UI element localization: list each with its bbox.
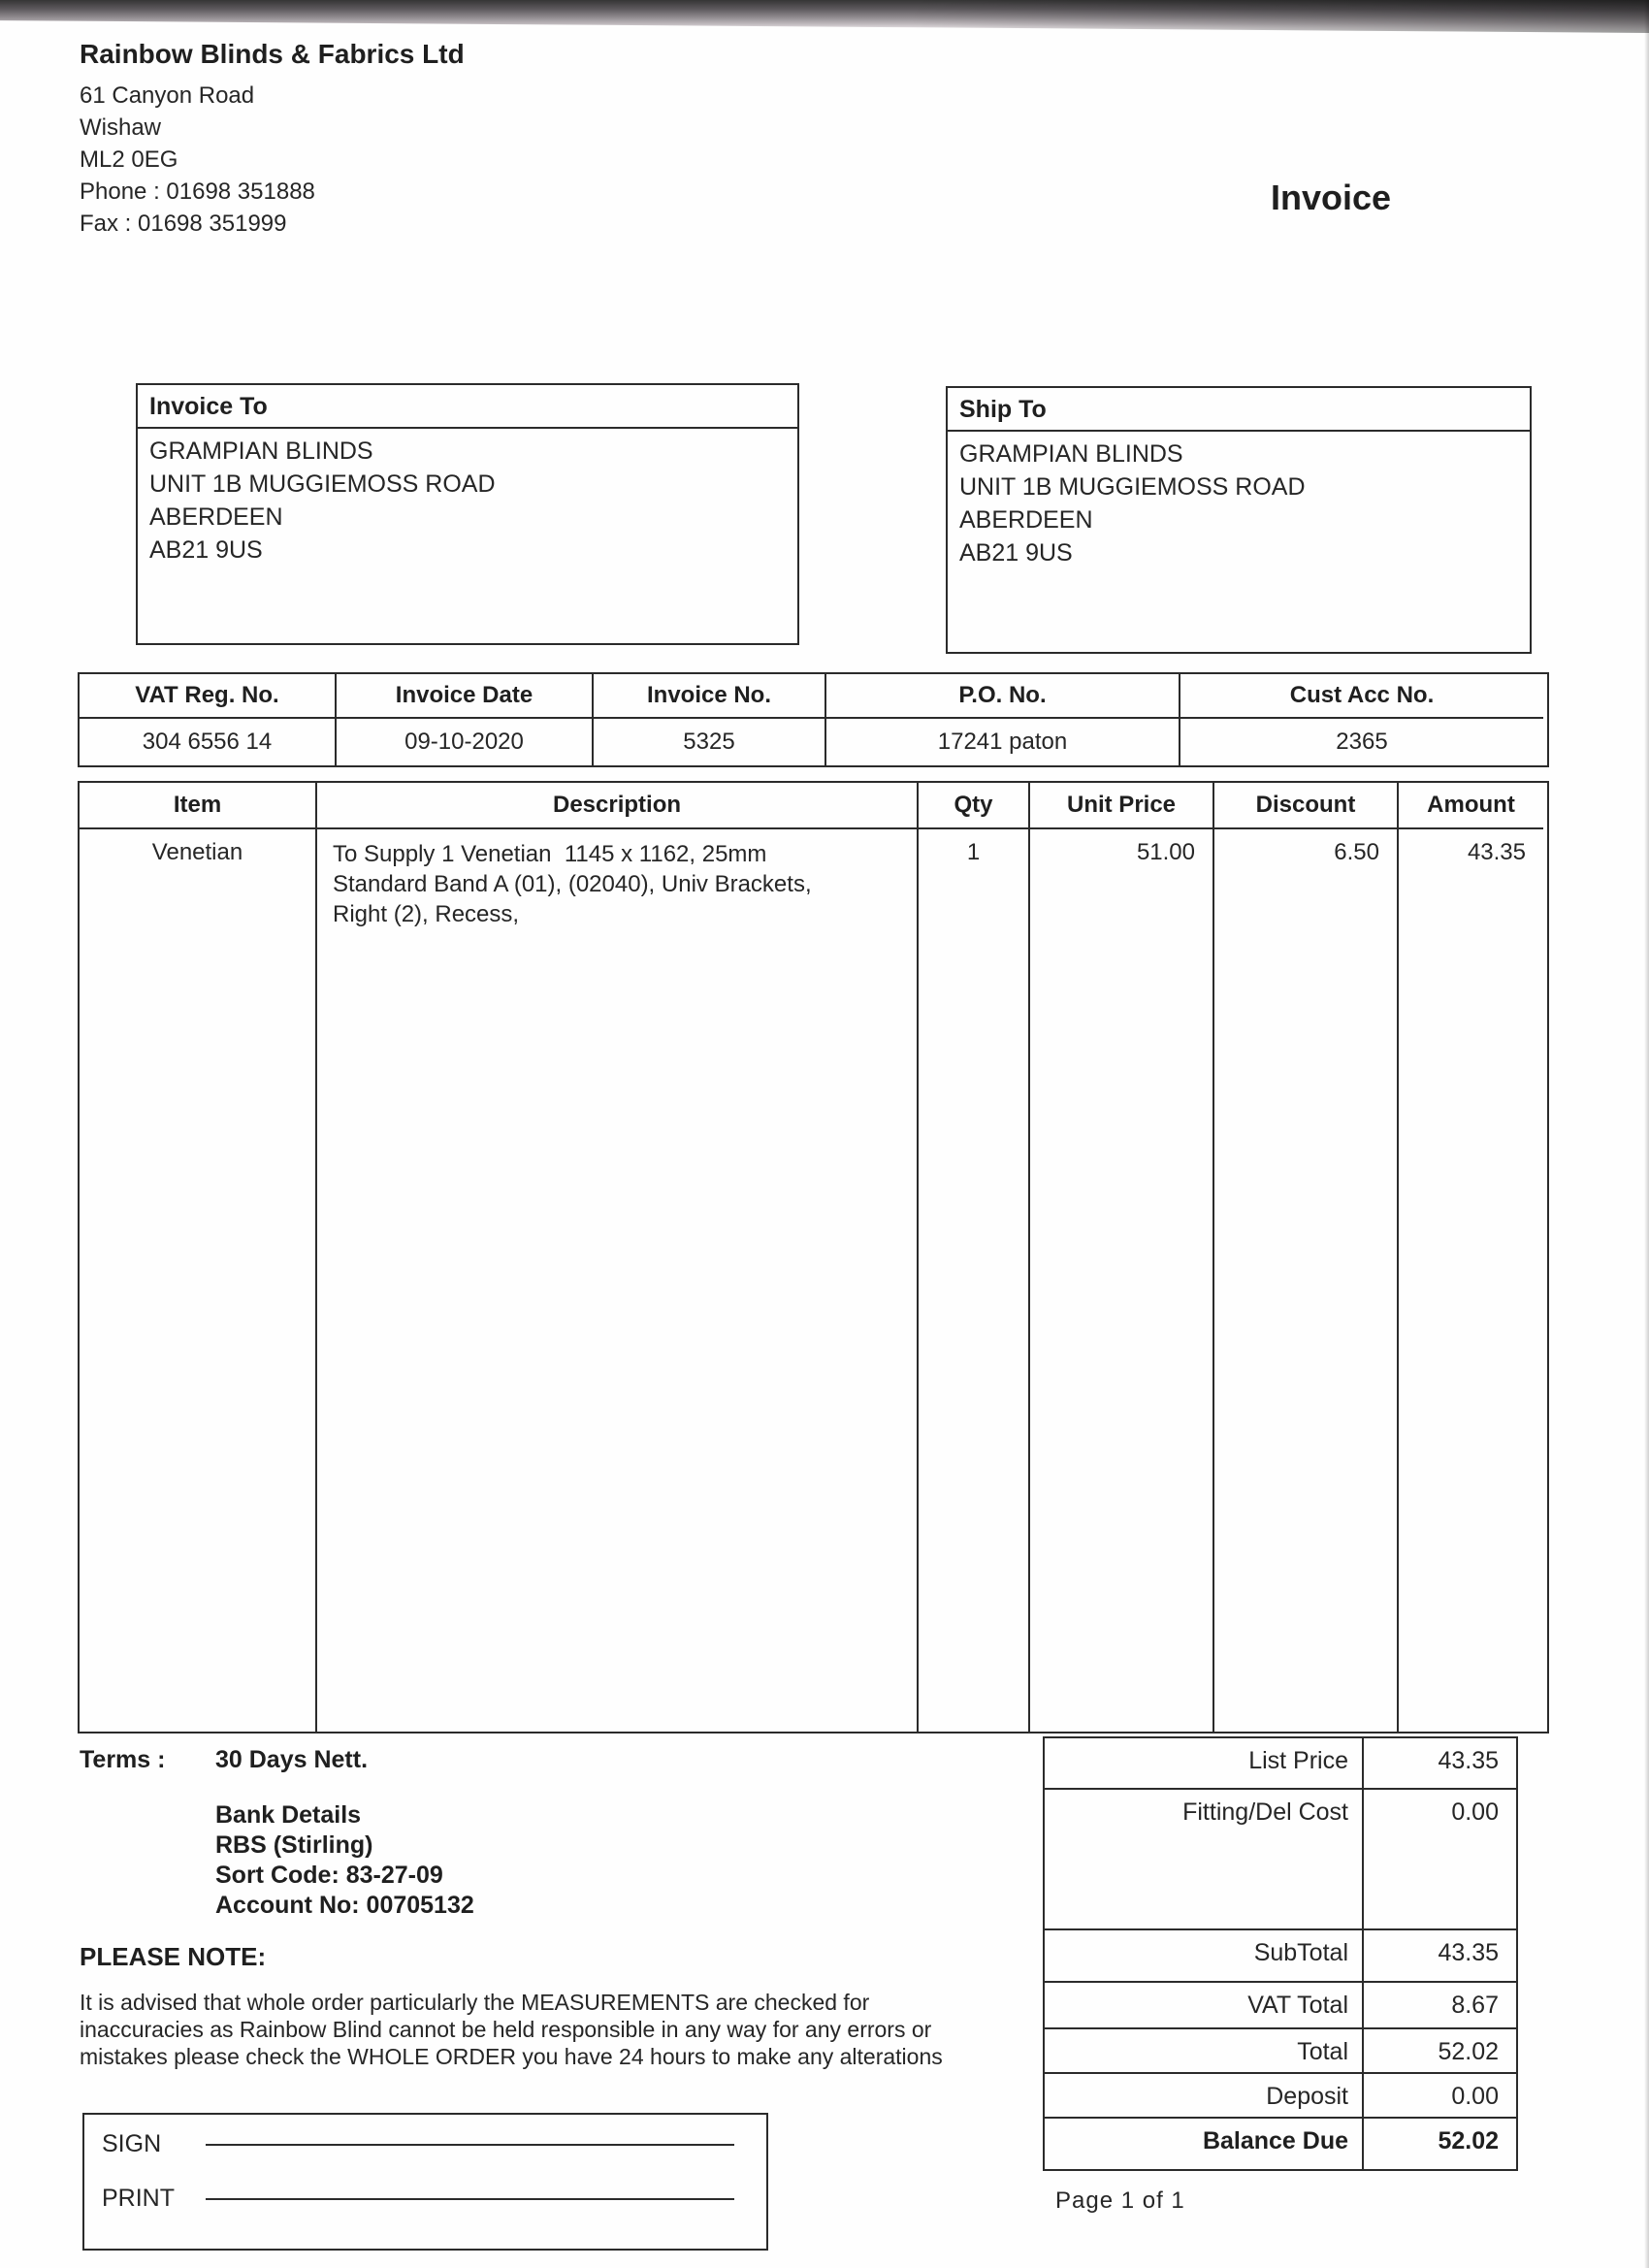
note-line: inaccuracies as Rainbow Blind cannot be held responsible in any way for any errors or	[80, 2017, 932, 2042]
ship-to-line: GRAMPIAN BLINDS	[959, 440, 1183, 468]
items-header-discount: Discount	[1214, 783, 1399, 829]
totals-value: 52.02	[1362, 2119, 1516, 2169]
scanner-edge-shadow	[1644, 0, 1649, 2268]
items-header-unit-price: Unit Price	[1030, 783, 1214, 829]
sign-label: SIGN	[102, 2130, 162, 2157]
invoice-to-line: AB21 9US	[149, 536, 263, 564]
item-unit-price-cell: 51.00	[1030, 829, 1214, 1732]
bank-details-line: RBS (Stirling)	[215, 1831, 373, 1859]
info-value-po-no: 17241 paton	[826, 719, 1180, 765]
ship-to-line: UNIT 1B MUGGIEMOSS ROAD	[959, 473, 1306, 501]
item-description-line: Standard Band A (01), (02040), Univ Brackets,	[333, 871, 812, 897]
note-heading: PLEASE NOTE:	[80, 1942, 267, 1971]
invoice-to-line: UNIT 1B MUGGIEMOSS ROAD	[149, 470, 496, 498]
item-discount-cell: 6.50	[1214, 829, 1399, 1732]
totals-box	[1043, 1736, 1518, 2171]
company-address-line: 61 Canyon Road	[80, 82, 255, 109]
totals-value: 43.35	[1362, 1930, 1516, 1981]
note-line: It is advised that whole order particularly the MEASUREMENTS are checked for	[80, 1990, 870, 2015]
company-phone: Phone : 01698 351888	[80, 178, 315, 205]
totals-row-deposit	[1043, 2072, 1518, 2119]
items-header-item: Item	[80, 783, 317, 829]
signature-box	[82, 2113, 768, 2251]
ship-to-label: Ship To	[948, 388, 1530, 432]
totals-row-total	[1043, 2027, 1518, 2074]
item-name-cell: Venetian	[80, 829, 317, 1732]
invoice-to-label: Invoice To	[138, 385, 797, 429]
totals-row-balance-due	[1043, 2117, 1518, 2171]
info-header-po-no: P.O. No.	[826, 674, 1180, 719]
totals-value: 52.02	[1362, 2029, 1516, 2072]
scanner-artifact-band	[0, 0, 1649, 33]
note-body	[80, 1989, 1030, 2070]
totals-label: VAT Total	[1247, 1992, 1348, 2019]
invoice-info-table	[78, 672, 1549, 767]
totals-value: 8.67	[1362, 1983, 1516, 2027]
ship-to-line: AB21 9US	[959, 539, 1073, 567]
totals-row-list-price	[1043, 1736, 1518, 1790]
terms-label: Terms :	[80, 1746, 166, 1773]
invoice-to-box	[136, 383, 799, 645]
print-label: PRINT	[102, 2185, 175, 2212]
totals-label: Fitting/Del Cost	[1182, 1798, 1348, 1826]
item-amount-cell: 43.35	[1467, 839, 1526, 865]
totals-value: 0.00	[1362, 2074, 1516, 2117]
totals-row-subtotal	[1043, 1928, 1518, 1983]
totals-row-fitting-del-cost	[1043, 1788, 1518, 1930]
sign-line	[206, 2144, 734, 2146]
bank-details-line: Sort Code: 83-27-09	[215, 1862, 443, 1889]
info-header-date: Invoice Date	[337, 674, 594, 719]
info-value-cust-acc: 2365	[1336, 729, 1388, 755]
info-header-invoice-no: Invoice No.	[594, 674, 826, 719]
items-table	[78, 781, 1549, 1733]
print-line	[206, 2198, 734, 2200]
info-header-vat: VAT Reg. No.	[80, 674, 337, 719]
invoice-to-line: GRAMPIAN BLINDS	[149, 437, 373, 465]
totals-label: Total	[1297, 2038, 1348, 2065]
totals-label: Deposit	[1266, 2083, 1348, 2110]
items-header-qty: Qty	[919, 783, 1030, 829]
item-description-line: Right (2), Recess,	[333, 901, 520, 927]
totals-row-vat-total	[1043, 1981, 1518, 2029]
company-address-line: ML2 0EG	[80, 146, 178, 173]
items-header-amount: Amount	[1399, 783, 1543, 829]
items-header-description: Description	[317, 783, 919, 829]
invoice-to-line: ABERDEEN	[149, 503, 283, 531]
company-address-line: Wishaw	[80, 114, 162, 141]
company-name: Rainbow Blinds & Fabrics Ltd	[80, 39, 465, 69]
totals-label: Balance Due	[1202, 2127, 1348, 2155]
item-description-line: To Supply 1 Venetian 1145 x 1162, 25mm	[333, 841, 767, 867]
totals-value: 0.00	[1362, 1790, 1516, 1928]
document-title: Invoice	[1271, 178, 1392, 217]
bank-details	[215, 1800, 474, 1921]
totals-label: SubTotal	[1253, 1939, 1348, 1966]
ship-to-line: ABERDEEN	[959, 506, 1093, 534]
totals-label: List Price	[1248, 1747, 1348, 1774]
bank-details-line: Account No: 00705132	[215, 1892, 474, 1919]
info-header-cust-acc: Cust Acc No.	[1180, 674, 1543, 719]
company-header	[80, 39, 465, 240]
totals-value: 43.35	[1362, 1738, 1516, 1788]
note-line: mistakes please check the WHOLE ORDER you have 24 hours to make any alterations	[80, 2044, 943, 2069]
page-number: Page 1 of 1	[1055, 2187, 1185, 2214]
item-description-cell	[317, 829, 919, 1732]
info-value-vat: 304 6556 14	[80, 719, 337, 765]
info-value-date: 09-10-2020	[337, 719, 594, 765]
item-qty-cell: 1	[919, 829, 1030, 1732]
terms-value: 30 Days Nett.	[215, 1746, 369, 1773]
info-value-invoice-no: 5325	[594, 719, 826, 765]
bank-details-heading: Bank Details	[215, 1801, 362, 1829]
ship-to-box	[946, 386, 1532, 654]
company-fax: Fax : 01698 351999	[80, 211, 287, 237]
